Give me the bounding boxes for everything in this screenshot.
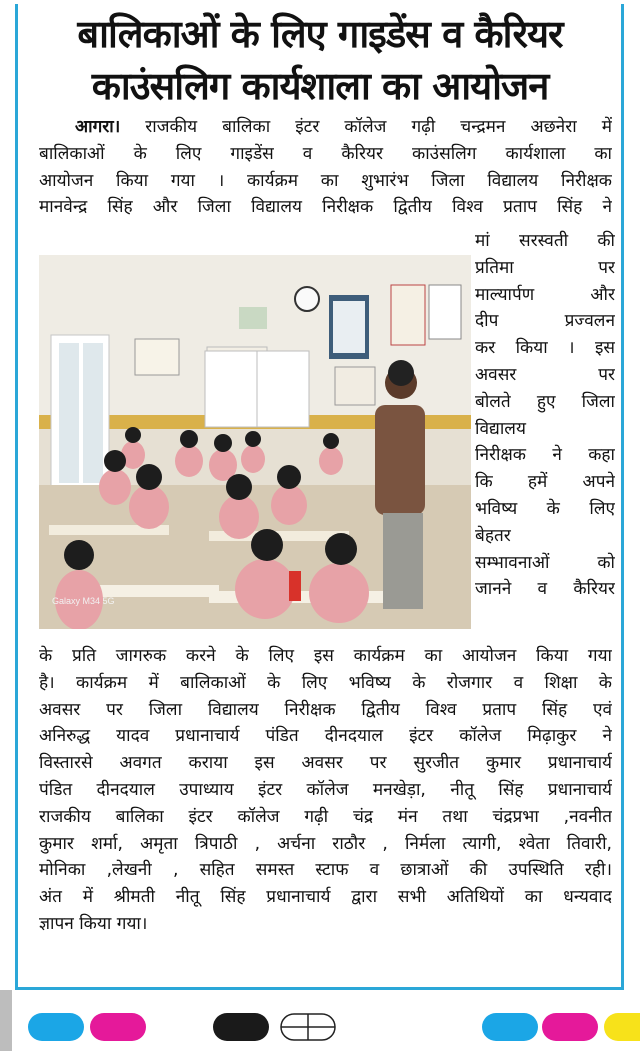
black-registration-mark <box>213 1013 269 1041</box>
article-line: प्रतिमा पर <box>475 257 615 278</box>
magenta-registration-mark <box>90 1013 146 1041</box>
article-line: भविष्य के लिए <box>475 498 615 519</box>
article-line: दीप प्रज्वलन <box>475 311 615 332</box>
classroom-photo <box>39 255 471 629</box>
article-line: अवसर पर <box>475 364 615 385</box>
article-line: अवसर पर जिला विद्यालय निरीक्षक द्वितीय विश्व प्रताप सिंह एवं <box>39 699 612 720</box>
article-line: ज्ञापन किया गया। <box>39 913 148 934</box>
article-line: बालिकाओं के लिए गाइडेंस व कैरियर काउंसलिग कार्यशाला का <box>39 143 612 164</box>
article-line: पंडित दीनदयाल उपाध्याय इंटर कॉलेज मनखेड़ा, नीतू सिंह प्रधानाचार्य <box>39 779 612 800</box>
article-line: आयोजन किया गया । कार्यक्रम का शुभारंभ जिला विद्यालय निरीक्षक <box>39 170 612 191</box>
article-line: राजकीय बालिका इंटर कॉलेज गढ़ी चंद्र मंन तथा चंद्रप्रभा ,नवनीत <box>39 806 612 827</box>
article-line: जानने व कैरियर <box>475 579 615 600</box>
camera-watermark: Galaxy M34 5G <box>52 596 115 606</box>
article-line: के प्रति जागरुक करने के लिए इस कार्यक्रम का आयोजन किया गया <box>39 646 612 666</box>
article-line: मां सरस्वती की <box>475 231 615 251</box>
article-line: निरीक्षक ने कहा <box>475 445 615 466</box>
yellow-registration-mark <box>604 1013 640 1041</box>
article-line-text: राजकीय बालिका इंटर कॉलेज गढ़ी चन्द्रमन अछनेरा में <box>145 117 612 137</box>
article-top <box>39 114 612 221</box>
article-line: बेहतर <box>475 525 511 546</box>
article-line: मोनिका ,लेखनी , सहित समस्त स्टाफ व छात्राओं की उपस्थिति रही। <box>39 860 612 881</box>
cyan-registration-mark <box>28 1013 84 1041</box>
article-line: सम्भावनाओं को <box>475 552 615 573</box>
magenta-registration-mark <box>542 1013 598 1041</box>
article-line: माल्यार्पण और <box>475 284 615 305</box>
article-line: है। कार्यक्रम में बालिकाओं के लिए भविष्य के रोजगार व शिक्षा के <box>39 672 612 693</box>
article-bottom <box>39 643 612 938</box>
article-line: विस्तारसे अवगत कराया इस अवसर पर सुरजीत कुमार प्रधानाचार्य <box>39 753 612 774</box>
cyan-registration-mark <box>482 1013 538 1041</box>
article-line: कि हमें अपने <box>475 472 615 493</box>
article-side-column <box>475 228 615 603</box>
article-line: कर किया । इस <box>475 338 615 359</box>
article-line: अंत में श्रीमती नीतू सिंह प्रधानाचार्य द्वारा सभी अतिथियों का धन्यवाद <box>39 887 612 908</box>
dateline: आगरा। <box>75 117 121 137</box>
headline-line-2: काउंसलिग कार्यशाला का आयोजन <box>91 64 549 108</box>
headline-line-1: बालिकाओं के लिए गाइडेंस व कैरियर <box>77 12 563 56</box>
article-line: मानवेन्द्र सिंह और जिला विद्यालय निरीक्षक द्वितीय विश्व प्रताप सिंह ने <box>39 197 612 218</box>
article-line: अनिरुद्ध यादव प्रधानाचार्य पंडित दीनदयाल इंटर कॉलेज मिढ़ाकुर ने <box>39 726 612 747</box>
article-line: बोलते हुए जिला <box>475 391 615 412</box>
page-edge-shadow <box>0 990 12 1051</box>
article-line <box>39 114 612 141</box>
crosshair-registration-icon <box>280 1013 336 1041</box>
article-line: विद्यालय <box>475 418 526 439</box>
article-line: कुमार शर्मा, अमृता त्रिपाठी , अर्चना राठौर , निर्मला त्यागी, श्वेता तिवारी, <box>39 833 612 854</box>
